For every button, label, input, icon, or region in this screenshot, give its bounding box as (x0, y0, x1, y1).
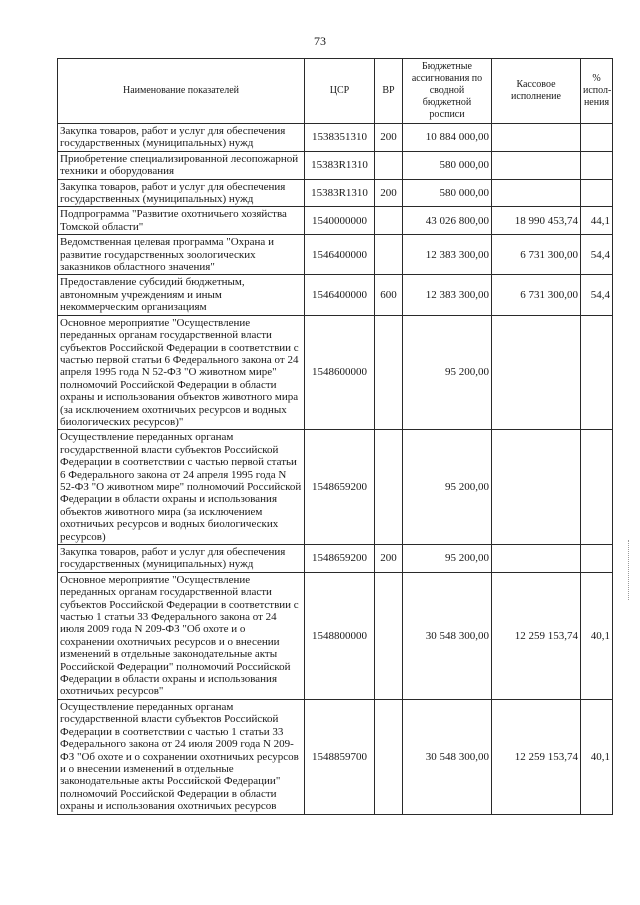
table-row (58, 572, 613, 699)
table-row (58, 430, 613, 545)
row-pct (581, 545, 613, 573)
row-pct (581, 315, 613, 430)
row-vr (375, 207, 403, 235)
row-cash (492, 430, 581, 545)
row-cash: 18 990 453,74 (492, 207, 581, 235)
row-name: Закупка товаров, работ и услуг для обеспечения государственных (муниципальных) нужд (58, 124, 305, 152)
column-header-csr: ЦСР (305, 59, 375, 124)
row-pct (581, 179, 613, 207)
row-vr (375, 235, 403, 275)
budget-table (57, 58, 613, 815)
row-name: Основное мероприятие "Осуществление переданных органам государственной власти субъектов Российской Федерации в соответствии с частью 1 статьи 33 Федерального закона от 24 июля 2009 года N 209-ФЗ "Об охоте и о сохранении охотничьих ресурсов и о внесении изменений в отдельные законодательные акты Российской Федерации" полномочий Российской Федерации в области охраны и использования охотничьих ресурсов" (58, 572, 305, 699)
row-vr (375, 699, 403, 814)
row-cash (492, 179, 581, 207)
row-pct (581, 124, 613, 152)
row-csr: 1546400000 (305, 275, 375, 315)
row-budget: 95 200,00 (403, 545, 492, 573)
row-budget: 30 548 300,00 (403, 699, 492, 814)
row-csr: 1540000000 (305, 207, 375, 235)
row-cash (492, 124, 581, 152)
row-csr: 1548800000 (305, 572, 375, 699)
row-csr: 1548659200 (305, 430, 375, 545)
row-name: Закупка товаров, работ и услуг для обеспечения государственных (муниципальных) нужд (58, 179, 305, 207)
row-cash: 6 731 300,00 (492, 275, 581, 315)
column-header-budget: Бюджетные ассигнования по сводной бюджетной росписи (403, 59, 492, 124)
row-name: Осуществление переданных органам государственной власти субъектов Российской Федерации в соответствии с частью 1 статьи 33 Федерального закона от 24 июля 2009 года N 209-ФЗ "Об охоте и о сохранении охотничьих ресурсов и о внесении изменений в отдельные законодательные акты Российской Федерации" полномочий Российской Федерации в области охраны и использования охотничьих ресурсов (58, 699, 305, 814)
column-header-pct: % испол-нения (581, 59, 613, 124)
page-number: 73 (314, 34, 326, 48)
table-header-row (58, 59, 613, 124)
table-row (58, 545, 613, 573)
table-row (58, 179, 613, 207)
column-header-cash: Кассовое исполнение (492, 59, 581, 124)
row-csr: 15383R1310 (305, 151, 375, 179)
row-name: Основное мероприятие "Осуществление переданных органам государственной власти субъектов Российской Федерации в соответствии с частью первой статьи 6 Федерального закона от 24 апреля 1995 года N 52-ФЗ "О животном мире" полномочий Российской Федерации в области охраны и использования объектов животного мира (за исключением охотничьих ресурсов и водных биологических ресурсов)" (58, 315, 305, 430)
row-pct (581, 430, 613, 545)
row-budget: 580 000,00 (403, 151, 492, 179)
table-row (58, 207, 613, 235)
table-row (58, 699, 613, 814)
row-cash: 12 259 153,74 (492, 572, 581, 699)
row-csr: 1548600000 (305, 315, 375, 430)
row-vr: 600 (375, 275, 403, 315)
row-csr: 1548859700 (305, 699, 375, 814)
column-header-name: Наименование показателей (58, 59, 305, 124)
table-row (58, 315, 613, 430)
row-budget: 95 200,00 (403, 430, 492, 545)
row-name: Предоставление субсидий бюджетным, автономным учреждениям и иным некоммерческим организациям (58, 275, 305, 315)
table-row (58, 124, 613, 152)
row-cash (492, 151, 581, 179)
row-vr: 200 (375, 545, 403, 573)
row-name: Ведомственная целевая программа "Охрана и развитие государственных зоологических заказников областного значения" (58, 235, 305, 275)
row-pct: 40,1 (581, 699, 613, 814)
row-budget: 10 884 000,00 (403, 124, 492, 152)
scan-margin-mark (628, 540, 631, 600)
row-cash (492, 545, 581, 573)
row-cash: 6 731 300,00 (492, 235, 581, 275)
row-budget: 12 383 300,00 (403, 275, 492, 315)
row-vr: 200 (375, 179, 403, 207)
row-pct: 54,4 (581, 235, 613, 275)
row-budget: 12 383 300,00 (403, 235, 492, 275)
row-vr: 200 (375, 124, 403, 152)
row-name: Приобретение специализированной лесопожарной техники и оборудования (58, 151, 305, 179)
row-budget: 43 026 800,00 (403, 207, 492, 235)
column-header-vr: ВР (375, 59, 403, 124)
row-pct: 44,1 (581, 207, 613, 235)
row-name: Осуществление переданных органам государственной власти субъектов Российской Федерации в соответствии с частью первой статьи 6 Федерального закона от 24 апреля 1995 года N 52-ФЗ "О животном мире" полномочий Российской Федерации в области охраны и использования объектов животного мира (за исключением охотничьих ресурсов и водных биологических ресурсов) (58, 430, 305, 545)
row-cash (492, 315, 581, 430)
row-budget: 30 548 300,00 (403, 572, 492, 699)
table-row (58, 235, 613, 275)
row-cash: 12 259 153,74 (492, 699, 581, 814)
row-name: Подпрограмма "Развитие охотничьего хозяйства Томской области" (58, 207, 305, 235)
row-pct (581, 151, 613, 179)
row-csr: 1546400000 (305, 235, 375, 275)
row-budget: 580 000,00 (403, 179, 492, 207)
row-vr (375, 151, 403, 179)
row-vr (375, 572, 403, 699)
row-pct: 40,1 (581, 572, 613, 699)
table-row (58, 151, 613, 179)
row-csr: 1548659200 (305, 545, 375, 573)
table-row (58, 275, 613, 315)
row-vr (375, 315, 403, 430)
row-pct: 54,4 (581, 275, 613, 315)
row-csr: 15383R1310 (305, 179, 375, 207)
row-vr (375, 430, 403, 545)
row-name: Закупка товаров, работ и услуг для обеспечения государственных (муниципальных) нужд (58, 545, 305, 573)
row-budget: 95 200,00 (403, 315, 492, 430)
row-csr: 1538351310 (305, 124, 375, 152)
